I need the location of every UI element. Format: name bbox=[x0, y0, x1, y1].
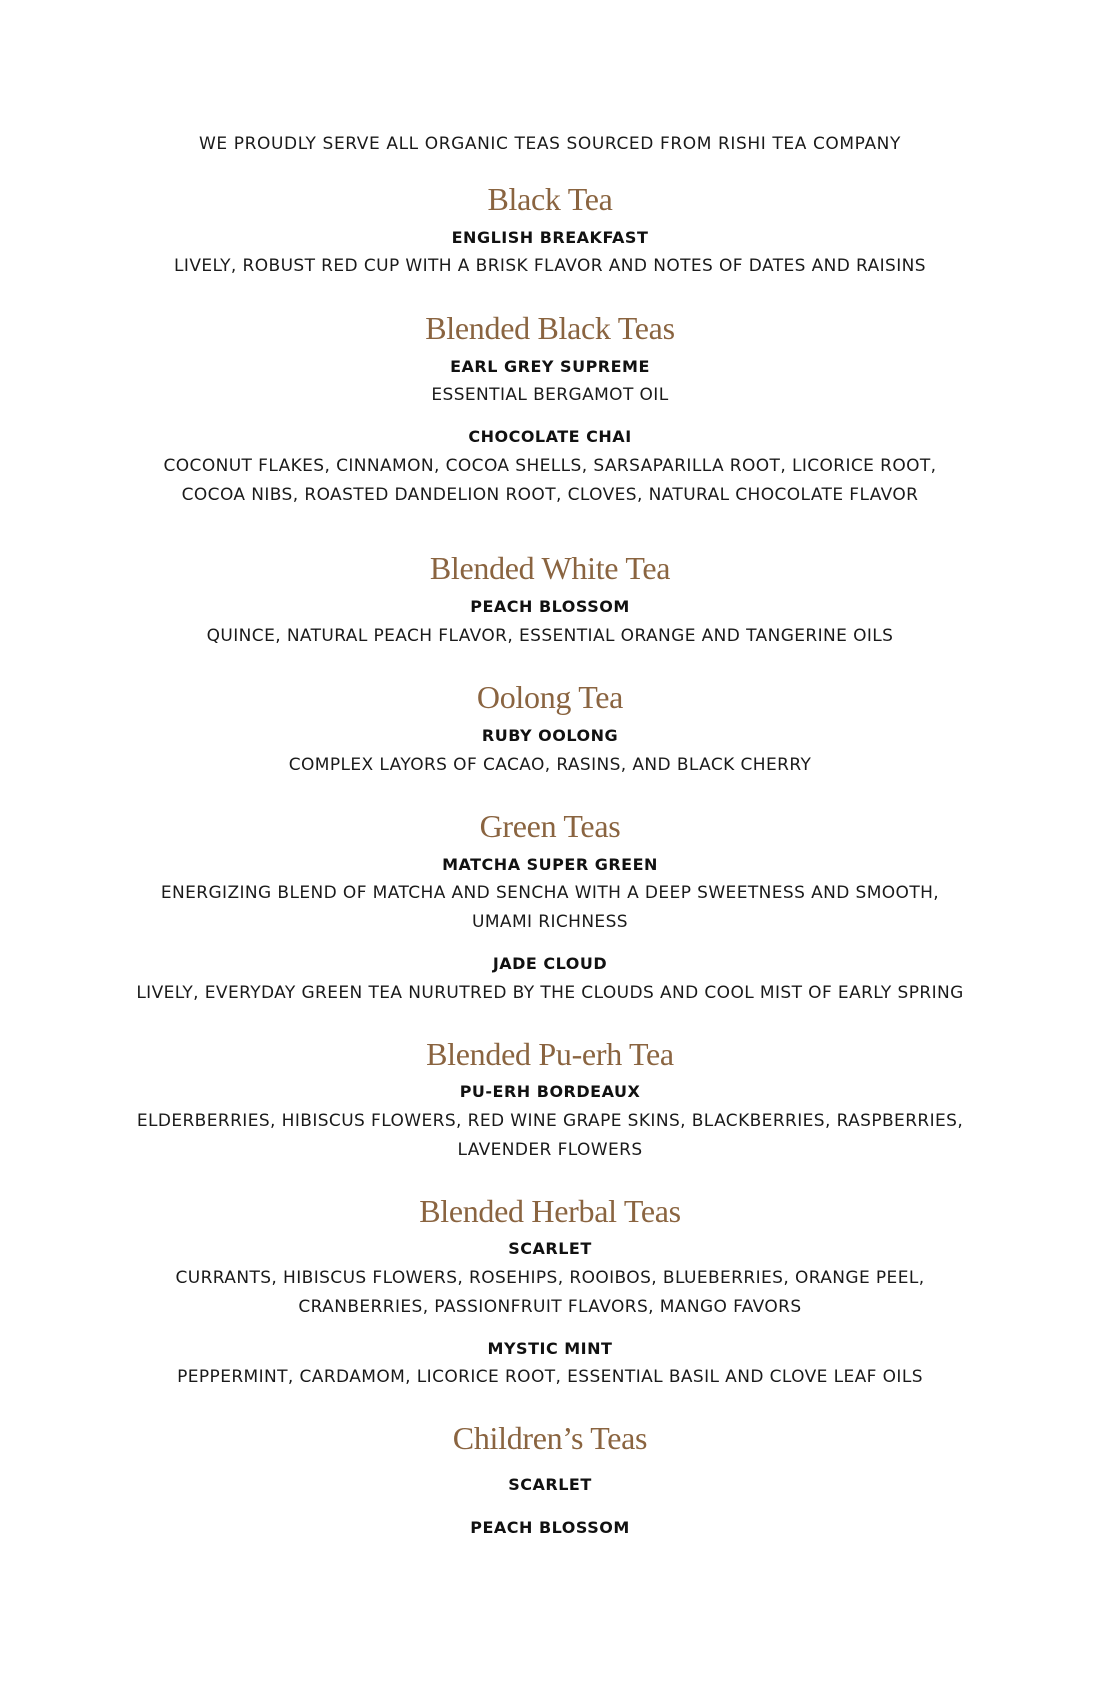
tea-desc-earl-grey-supreme: ESSENTIAL BERGAMOT OIL bbox=[431, 385, 669, 405]
tea-name-jade-cloud: JADE CLOUD bbox=[492, 954, 608, 973]
tea-name-childrens-peach-blossom: PEACH BLOSSOM bbox=[470, 1518, 630, 1537]
tea-desc-matcha-super-green-line-1: ENERGIZING BLEND OF MATCHA AND SENCHA WITH A DEEP SWEETNESS AND SMOOTH, bbox=[160, 883, 940, 903]
tea-name-matcha-super-green: MATCHA SUPER GREEN bbox=[442, 855, 658, 874]
tea-name-peach-blossom: PEACH BLOSSOM bbox=[470, 597, 630, 616]
tea-name-ruby-oolong: RUBY OOLONG bbox=[481, 726, 619, 745]
section-heading-childrens-teas: Children’s Teas bbox=[452, 1420, 648, 1456]
section-heading-black-tea: Black Tea bbox=[487, 181, 613, 217]
tea-desc-mystic-mint: PEPPERMINT, CARDAMOM, LICORICE ROOT, ESSENTIAL BASIL AND CLOVE LEAF OILS bbox=[177, 1367, 923, 1387]
tea-name-childrens-scarlet: SCARLET bbox=[508, 1475, 592, 1494]
tea-name-earl-grey-supreme: EARL GREY SUPREME bbox=[450, 357, 650, 376]
tea-desc-pu-erh-bordeaux-line-1: ELDERBERRIES, HIBISCUS FLOWERS, RED WINE GRAPE SKINS, BLACKBERRIES, RASPBERRIES, bbox=[136, 1111, 964, 1131]
tea-desc-chocolate-chai-line-2: COCOA NIBS, ROASTED DANDELION ROOT, CLOVES, NATURAL CHOCOLATE FLAVOR bbox=[181, 485, 919, 505]
section-heading-green-teas: Green Teas bbox=[479, 808, 621, 844]
section-heading-oolong-tea: Oolong Tea bbox=[476, 679, 624, 715]
section-heading-blended-white-tea: Blended White Tea bbox=[429, 550, 671, 586]
tea-desc-ruby-oolong: COMPLEX LAYORS OF CACAO, RASINS, AND BLACK CHERRY bbox=[288, 755, 812, 775]
tea-desc-chocolate-chai-line-1: COCONUT FLAKES, CINNAMON, COCOA SHELLS, SARSAPARILLA ROOT, LICORICE ROOT, bbox=[163, 456, 937, 476]
tea-desc-scarlet-line-2: CRANBERRIES, PASSIONFRUIT FLAVORS, MANGO FAVORS bbox=[298, 1297, 802, 1317]
tea-name-scarlet: SCARLET bbox=[508, 1239, 592, 1258]
tea-name-english-breakfast: ENGLISH BREAKFAST bbox=[451, 228, 649, 247]
section-heading-blended-herbal-teas: Blended Herbal Teas bbox=[419, 1193, 681, 1229]
tea-desc-english-breakfast: LIVELY, ROBUST RED CUP WITH A BRISK FLAVOR AND NOTES OF DATES AND RAISINS bbox=[174, 256, 926, 276]
tea-desc-jade-cloud: LIVELY, EVERYDAY GREEN TEA NURUTRED BY THE CLOUDS AND COOL MIST OF EARLY SPRING bbox=[136, 983, 964, 1003]
tea-name-chocolate-chai: CHOCOLATE CHAI bbox=[468, 427, 632, 446]
section-heading-blended-pu-erh-tea: Blended Pu-erh Tea bbox=[426, 1036, 674, 1072]
tea-name-pu-erh-bordeaux: PU-ERH BORDEAUX bbox=[459, 1082, 641, 1101]
intro-text: WE PROUDLY SERVE ALL ORGANIC TEAS SOURCED FROM RISHI TEA COMPANY bbox=[199, 134, 901, 154]
tea-desc-peach-blossom: QUINCE, NATURAL PEACH FLAVOR, ESSENTIAL ORANGE AND TANGERINE OILS bbox=[206, 626, 894, 646]
tea-desc-matcha-super-green-line-2: UMAMI RICHNESS bbox=[472, 912, 628, 932]
section-heading-blended-black-teas: Blended Black Teas bbox=[425, 310, 675, 346]
tea-desc-pu-erh-bordeaux-line-2: LAVENDER FLOWERS bbox=[457, 1140, 643, 1160]
tea-desc-scarlet-line-1: CURRANTS, HIBISCUS FLOWERS, ROSEHIPS, ROOIBOS, BLUEBERRIES, ORANGE PEEL, bbox=[175, 1268, 925, 1288]
tea-name-mystic-mint: MYSTIC MINT bbox=[487, 1339, 613, 1358]
